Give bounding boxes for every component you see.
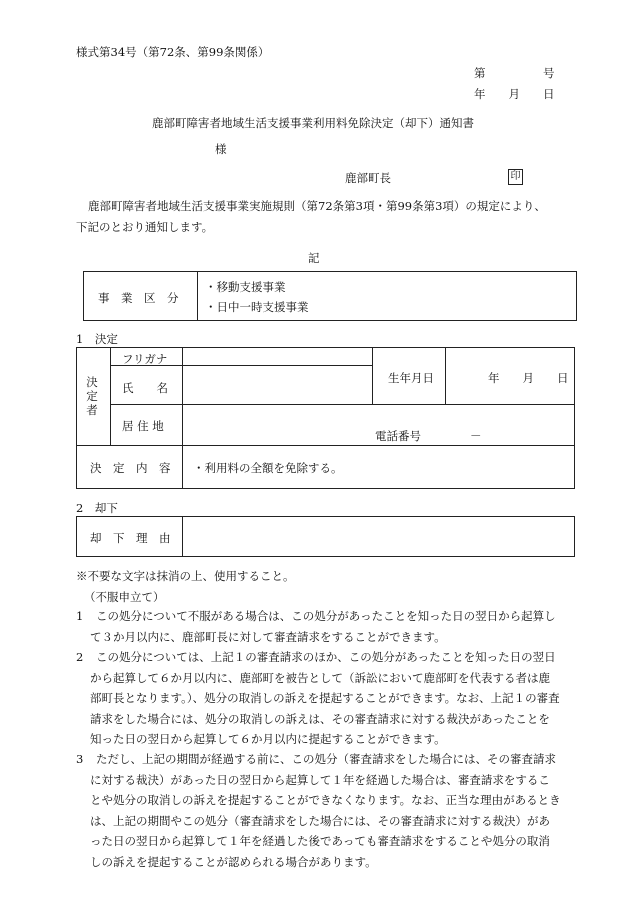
appeal-item-text: この処分については、上記１の審査請求のほか、この処分があったことを知った日の翌日から起算して６か月以内に、鹿部町を被告として（訴訟において鹿部町を代表する者は鹿部町長となります。）、処分の取消しの訴えを提起することができます。なお、上記１の審査請求をした場合には、処分の取消しの訴えは、その審査請求に対する裁決があったことを知った日の翌日から起算して６か月以内に提起することができます。 [90, 650, 560, 746]
birthdate-value: 年 月 日 [488, 371, 569, 385]
appeal-item [76, 749, 561, 872]
birthdate-label: 生年月日 [388, 371, 434, 385]
appeal-item [76, 606, 561, 647]
section1-heading: 1 決定 [76, 332, 118, 346]
seal-mark: 印 [508, 169, 523, 185]
rejection-reason-label: 却 下 理 由 [90, 531, 171, 545]
decision-person-label: 決定者 [86, 375, 98, 417]
document-title: 鹿部町障害者地域生活支援事業利用料免除決定（却下）通知書 [152, 116, 474, 130]
table-divider [76, 445, 575, 446]
strike-note: ※不要な文字は抹消の上、使用すること。 [76, 569, 295, 583]
issue-date: 年 月 日 [474, 87, 555, 101]
service-category-label: 事 業 区 分 [98, 291, 179, 305]
appeal-item-number: 2 [76, 650, 84, 664]
intro-line-2: 下記のとおり通知します。 [76, 220, 214, 234]
section2-heading: 2 却下 [76, 501, 118, 515]
issuer-name: 鹿部町長 [345, 171, 391, 185]
appeal-item-number: 1 [76, 609, 84, 623]
table-divider [182, 516, 183, 557]
address-label: 居 住 地 [122, 419, 164, 433]
document-number: 第 号 [474, 66, 555, 80]
appeal-item [76, 647, 561, 750]
form-number: 様式第34号（第72条、第99条関係） [76, 45, 270, 59]
ki-heading: 記 [308, 251, 320, 265]
service-item: ・日中一時支援事業 [205, 300, 309, 314]
appeal-item-number: 3 [76, 752, 84, 766]
phone-label: 電話番号 [375, 429, 421, 443]
service-item: ・移動支援事業 [205, 280, 286, 294]
table-divider [110, 347, 111, 445]
table-divider [372, 347, 373, 404]
phone-value: － [470, 429, 482, 443]
table-divider [110, 404, 575, 405]
table-divider [197, 271, 198, 321]
recipient-suffix: 様 [215, 142, 227, 156]
decision-content-value: ・利用料の全額を免除する。 [193, 461, 343, 475]
appeal-item-text: この処分について不服がある場合は、この処分があったことを知った日の翌日から起算して３か月以内に、鹿部町長に対して審査請求をすることができます。 [90, 609, 556, 644]
intro-line-1: 鹿部町障害者地域生活支援事業実施規則（第72条第3項・第99条第3項）の規定により、 [88, 199, 546, 213]
table-divider [182, 347, 183, 489]
table-divider [445, 347, 446, 404]
name-label: 氏 名 [122, 381, 168, 395]
appeal-item-text: ただし、上記の期間が経過する前に、この処分（審査請求をした場合には、その審査請求に対する裁決）があった日の翌日から起算して１年を経過した場合は、審査請求をすることや処分の取消しの訴えを提起することができなくなります。なお、正当な理由があるときは、上記の期間やこの処分（審査請求をした場合には、その審査請求に対する裁決）があった日の翌日から起算して１年を経過した後であっても審査請求をすることや処分の取消しの訴えを提起することが認められる場合があります。 [90, 752, 561, 869]
decision-content-label: 決 定 内 容 [90, 461, 171, 475]
appeal-heading: （不服申立て） [84, 590, 165, 604]
furigana-label: フリガナ [122, 352, 168, 366]
